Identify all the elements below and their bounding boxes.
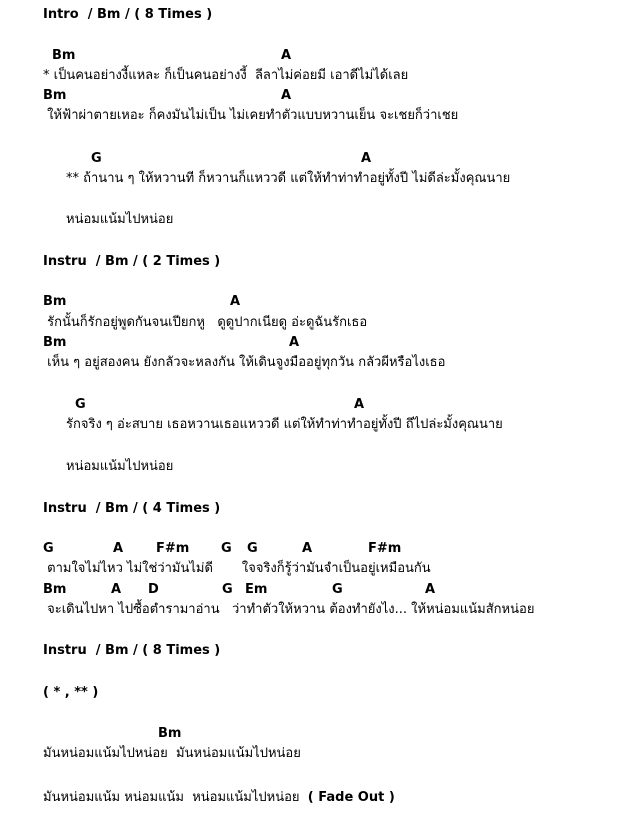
chord: Em	[245, 582, 268, 597]
section-instru: Instru / Bm / ( 8 Times )	[43, 643, 221, 658]
section-instru: Instru / Bm / ( 4 Times )	[43, 501, 221, 516]
chord: F#m	[368, 541, 402, 556]
lyric-line: * เป็นคนอย่างงี้แหละ ก็เป็นคนอย่างงี้ ลีลาไม่ค่อยมี เอาดีไม่ได้เลย	[43, 68, 409, 83]
lyric-line: ** ถ้านาน ๆ ให้หวานที ก็หวานก็แหววดี แต่ให้ทำท่าทำอยู่ทั้งปี ไม่ดีล่ะมั้งคุณนาย	[66, 171, 511, 186]
chord: G	[75, 397, 86, 412]
lyric-line: หน่อมแน้มไปหน่อย	[66, 459, 174, 474]
lyric-line: ตามใจไม่ไหว ไม่ใช่ว่ามันไม่ดี ใจจริงก็รู้ว่ามันจำเป็นอยู่เหมือนกัน	[43, 561, 431, 576]
chord: Bm	[52, 48, 76, 63]
chord-row	[0, 397, 621, 413]
lyric-line: รักจริง ๆ อ่ะสบาย เธอหวานเธอแหววดี แต่ให้ทำท่าทำอยู่ทั้งปี ถึไปล่ะมั้งคุณนาย	[66, 417, 503, 432]
chord-row	[0, 541, 621, 557]
lyric-line: รักนั้นก็รักอยู่พูดกันจนเปียกหู ดูดูปากเนียดู อ่ะดูฉันรักเธอ	[43, 315, 368, 330]
chord-row	[0, 294, 621, 310]
repeat-marker: ( * , ** )	[43, 685, 99, 700]
chord: A	[230, 294, 241, 309]
chord: A	[281, 88, 292, 103]
chord: Bm	[43, 294, 67, 309]
chord: A	[425, 582, 436, 597]
chord: A	[302, 541, 313, 556]
chord: A	[361, 151, 372, 166]
chord: G	[222, 582, 233, 597]
chord: Bm	[43, 582, 67, 597]
section-instru: Instru / Bm / ( 2 Times )	[43, 254, 221, 269]
chord: Bm	[43, 88, 67, 103]
chord: D	[148, 582, 159, 597]
fade-out-label: ( Fade Out )	[307, 790, 395, 805]
chord: A	[354, 397, 365, 412]
lyric-line: เห็น ๆ อยู่สองคน ยังกลัวจะหลงกัน ให้เดินจูงมืออยู่ทุกวัน กลัวผีหรือไงเธอ	[43, 355, 446, 370]
chord: A	[113, 541, 124, 556]
chord: A	[281, 48, 292, 63]
chord: G	[91, 151, 102, 166]
chord: G	[43, 541, 54, 556]
chord: G	[332, 582, 343, 597]
chord-row	[0, 726, 621, 742]
lyric-line: จะเดินไปหา ไปซื้อตำรามาอ่าน ว่าทำตัวให้หวาน ต้องทำยังไง... ให้หน่อมแน้มสักหน่อย	[43, 602, 535, 617]
chord-row	[0, 582, 621, 598]
chord-row	[0, 335, 621, 351]
chord-row	[0, 48, 621, 64]
chord: Bm	[158, 726, 182, 741]
chord-row	[0, 88, 621, 104]
chord: G	[221, 541, 232, 556]
lyric-line: มันหน่อมแน้มไปหน่อย มันหน่อมแน้มไปหน่อย	[43, 746, 301, 761]
lyric-text: มันหน่อมแน้ม หน่อมแน้ม หน่อมแน้มไปหน่อย	[43, 790, 308, 805]
chord: A	[289, 335, 300, 350]
lyric-line: ให้ฟ้าผ่าตายเหอะ ก็คงมันไม่เป็น ไม่เคยทำตัวแบบหวานเย็น จะเชยก็ว่าเชย	[43, 108, 459, 123]
chord: G	[247, 541, 258, 556]
lyric-line	[43, 790, 395, 806]
lyric-line: หน่อมแน้มไปหน่อย	[66, 212, 174, 227]
chord-row	[0, 151, 621, 167]
chord: F#m	[156, 541, 190, 556]
chord: A	[111, 582, 122, 597]
chord: Bm	[43, 335, 67, 350]
section-intro: Intro / Bm / ( 8 Times )	[43, 7, 213, 22]
